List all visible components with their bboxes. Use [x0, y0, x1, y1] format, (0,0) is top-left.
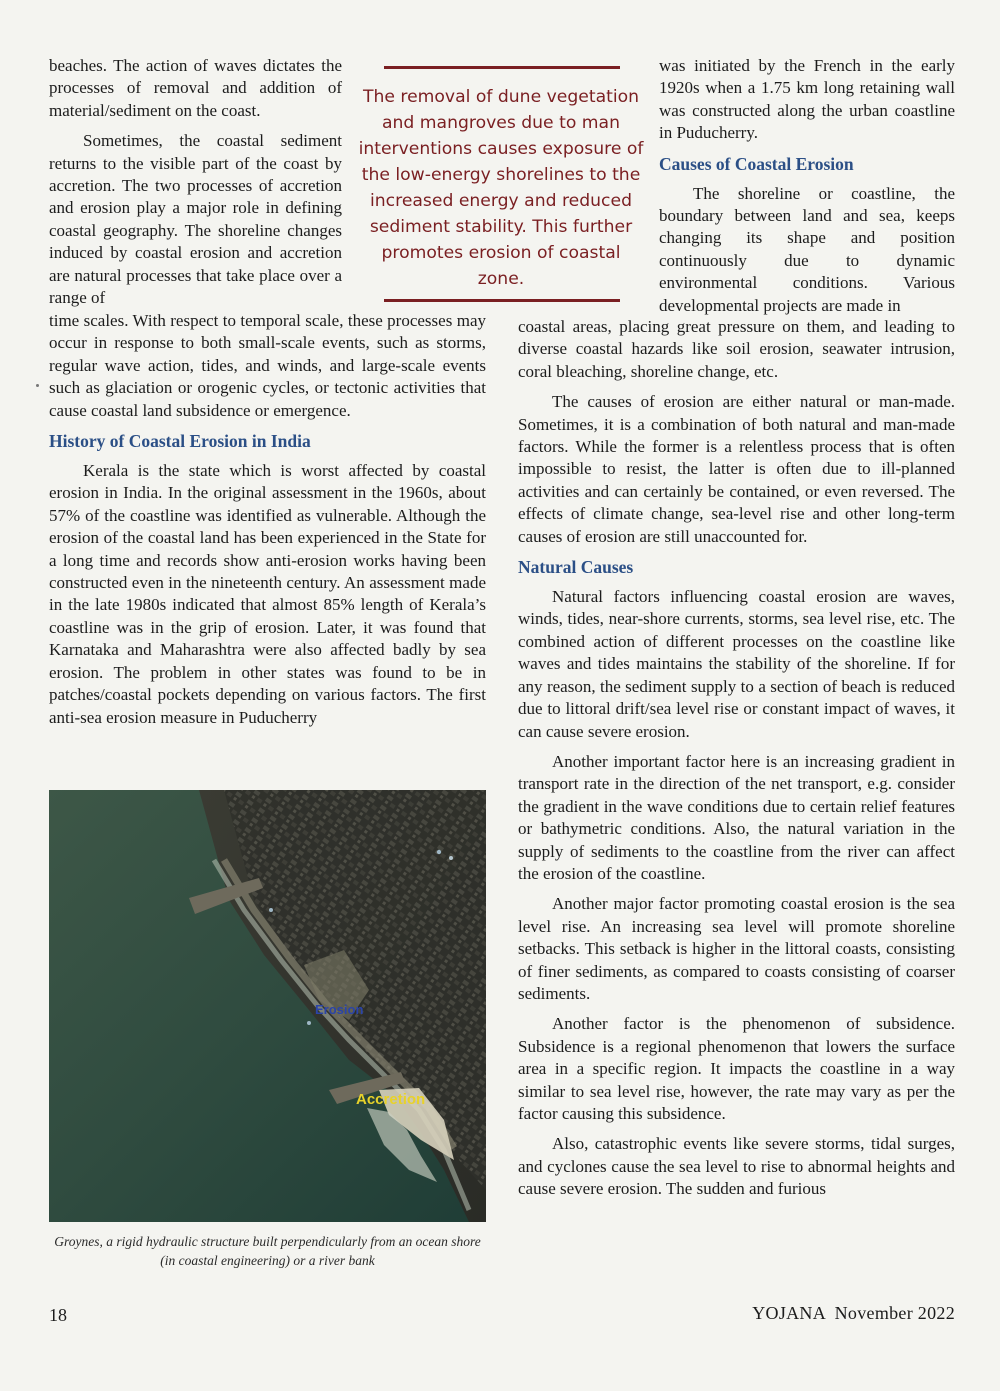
figure-caption: Groynes, a rigid hydraulic structure built perpendicularly from an ocean shore (in coastal engineering) or a river bank: [54, 1234, 481, 1268]
label-erosion: Erosion: [315, 1002, 364, 1017]
paragraph-french: was initiated by the French in the early 1920s when a 1.75 km long retaining wall was constructed along the urban coastline in Puducherry.: [659, 56, 955, 143]
paragraph-natural: Natural factors influencing coastal erosion are waves, winds, tides, near-shore currents, storms, sea level rise, etc. The combined action of different processes on the coastline like waves and tides maintains the stability of the shoreline. If for any reason, the sediment supply to a section of beach is reduced due to littoral drift/sea level rise or constant impact of waves, it can cause severe erosion.: [518, 587, 955, 741]
paragraph-time-scales: time scales. With respect to temporal scale, these processes may occur in response to both small-scale events, such as storms, regular wave action, tides, and winds, and large-scale events such as glaciation or orogenic cycles, or tectonic activities that cause coastal land subsidence or emergence.: [49, 311, 486, 420]
paragraph-causes: The causes of erosion are either natural or man-made. Sometimes, it is a combination of both natural and man-made factors. While the former is a relentless process that is often impossible to resist, the latter is often due to ill-planned activities and can certainly be contained, or even reversed. The effects of climate change, sea-level rise and other long-term causes of erosion are still unaccounted for.: [518, 392, 955, 546]
heading-history: History of Coastal Erosion in India: [49, 431, 311, 452]
heading-natural: Natural Causes: [518, 557, 634, 578]
pull-quote: [358, 66, 644, 302]
paragraph-gradient: Another important factor here is an increasing gradient in transport rate in the direction of the net transport, e.g. consider the gradient in the wave conditions due to certain relief features or bathymetric conditions. Also, the natural variation in the supply of sediments to the coastline from the river can affect the erosion of the coastline.: [518, 751, 955, 883]
pull-quote-bottom-rule: [384, 299, 620, 302]
paragraph-shoreline: The shoreline or coastline, the boundary between land and sea, keeps changing its shape and position continuously due to dynamic environmental conditions. Various developmental projects are made in: [659, 183, 955, 315]
paragraph-catastrophic: Also, catastrophic events like severe storms, tidal surges, and cyclones cause the sea level to rise to abnormal heights and cause severe erosion. The sudden and furious: [518, 1134, 955, 1199]
label-accretion: Accretion: [356, 1091, 426, 1108]
margin-dot: [36, 384, 39, 387]
col1-top-block: [49, 55, 342, 309]
col3-top-block: [659, 55, 955, 317]
col1-main-block: [49, 310, 486, 729]
heading-causes: Causes of Coastal Erosion: [659, 153, 854, 174]
paragraph-beaches: beaches. The action of waves dictates the processes of removal and addition of material/sediment on the coast.: [49, 56, 342, 120]
paragraph-sealevel: Another major factor promoting coastal erosion is the sea level rise. An increasing sea level will promote shoreline setbacks. This setback is higher in the littoral coasts, consisting of finer sediments, as compared to coasts consisting of coarser sediments.: [518, 894, 955, 1003]
page-number: 18: [49, 1305, 67, 1325]
satellite-photo-drawing: [49, 790, 486, 1222]
publication-footer: YOJANA November 2022: [752, 1303, 955, 1323]
satellite-photo: [49, 790, 486, 1222]
paragraph-sometimes: Sometimes, the coastal sediment returns to the visible part of the coast by accretion. The two processes of accretion and erosion play a major role in defining coastal geography. The shoreline changes induced by coastal erosion and accretion are natural processes that take place over a range of: [49, 131, 342, 308]
pull-quote-top-rule: [384, 66, 620, 69]
paragraph-subsidence: Another factor is the phenomenon of subsidence. Subsidence is a regional phenomenon that lowers the surface area in a specific region. It impacts the coastline in a way similar to sea level rise, however, the rate may vary as per the factor causing this subsidence.: [518, 1014, 955, 1123]
paragraph-coastal-areas: coastal areas, placing great pressure on them, and leading to diverse coastal hazards like soil erosion, seawater intrusion, coral bleaching, shoreline change, etc.: [518, 317, 955, 381]
paragraph-kerala: Kerala is the state which is worst affected by coastal erosion in India. In the original assessment in the 1960s, about 57% of the coastline was identified as vulnerable. Although the erosion of the coastal land has been experienced in the State for a long time and records show anti-erosion works having been constructed even in the nineteenth century. An assessment made in the late 1980s indicated that almost 85% length of Kerala’s coastline was in the grip of erosion. Later, it was found that Karnataka and Maharashtra were also affected badly by sea erosion. The problem in other states was found to be in patches/coastal pockets depending on various factors. The first anti-sea erosion measure in Puducherry: [49, 461, 486, 727]
col2-main-block: [518, 316, 955, 1201]
pull-quote-text: The removal of dune vegetation and mangroves due to man interventions causes exposure of the low-energy shorelines to the increased energy and reduced sediment stability. This further promotes erosion of coastal zone.: [358, 87, 644, 289]
